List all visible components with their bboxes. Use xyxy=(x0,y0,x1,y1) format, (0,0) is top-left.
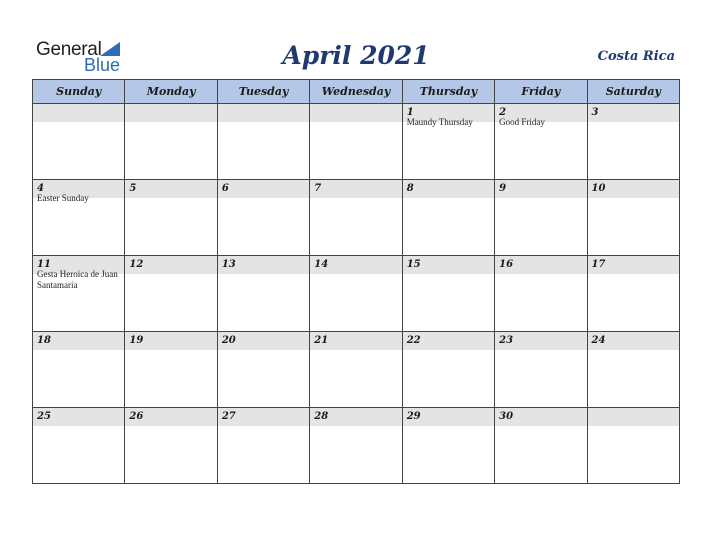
day-number: 2 xyxy=(499,107,507,118)
day-cell xyxy=(310,408,402,484)
weekday-saturday: Saturday xyxy=(587,80,679,104)
day-number-bar xyxy=(218,256,309,274)
day-number: 28 xyxy=(314,411,329,422)
day-cell xyxy=(310,180,402,256)
country-label: Costa Rica xyxy=(597,49,675,64)
day-number-bar xyxy=(495,256,586,274)
day-number-bar xyxy=(218,332,309,350)
day-number: 19 xyxy=(129,335,144,346)
weekday-tuesday: Tuesday xyxy=(217,80,309,104)
day-cell xyxy=(402,104,494,180)
day-number: 8 xyxy=(406,183,414,194)
holiday-label: Maundy Thursday xyxy=(406,117,473,127)
day-number-bar xyxy=(33,408,124,426)
day-cell xyxy=(125,180,217,256)
day-cell xyxy=(310,104,402,180)
weekday-wednesday: Wednesday xyxy=(310,80,402,104)
day-number-bar xyxy=(403,332,494,350)
day-cell xyxy=(217,332,309,408)
day-number-bar xyxy=(588,256,679,274)
day-number-bar xyxy=(33,332,124,350)
weekday-header-row xyxy=(33,80,680,104)
day-cell xyxy=(125,332,217,408)
day-cell xyxy=(495,180,587,256)
day-cell xyxy=(217,256,309,332)
day-cell xyxy=(495,332,587,408)
day-cell xyxy=(587,408,679,484)
day-number: 14 xyxy=(314,259,329,270)
day-number: 26 xyxy=(129,411,144,422)
day-number: 6 xyxy=(221,183,229,194)
day-cell xyxy=(310,332,402,408)
calendar-body xyxy=(33,104,680,484)
weekday-monday: Monday xyxy=(125,80,217,104)
day-cell xyxy=(402,256,494,332)
day-number-bar xyxy=(588,408,679,426)
day-number: 12 xyxy=(129,259,144,270)
holiday-label: Easter Sunday xyxy=(37,193,89,203)
day-number-bar xyxy=(310,256,401,274)
day-number-bar xyxy=(403,180,494,198)
day-number: 13 xyxy=(221,259,236,270)
weekday-thursday: Thursday xyxy=(402,80,494,104)
day-cell xyxy=(495,104,587,180)
day-number-bar xyxy=(588,332,679,350)
logo-text-blue: Blue xyxy=(84,55,121,75)
day-number-bar xyxy=(310,180,401,198)
week-row xyxy=(33,104,680,180)
holiday-label: Gesta Heroica de Juan Santamaría xyxy=(37,269,118,290)
day-number-bar xyxy=(125,408,216,426)
day-cell xyxy=(587,256,679,332)
day-number-bar xyxy=(125,104,216,122)
day-cell xyxy=(217,180,309,256)
day-number: 21 xyxy=(314,335,329,346)
day-number-bar xyxy=(588,104,679,122)
day-number-bar xyxy=(218,408,309,426)
day-cell xyxy=(402,332,494,408)
day-number: 11 xyxy=(37,259,51,270)
day-cell xyxy=(495,256,587,332)
day-number-bar xyxy=(125,332,216,350)
day-number: 22 xyxy=(406,335,421,346)
day-number-bar xyxy=(125,256,216,274)
day-number-bar xyxy=(495,408,586,426)
day-cell xyxy=(587,104,679,180)
day-cell xyxy=(587,180,679,256)
day-number-bar xyxy=(310,104,401,122)
day-cell xyxy=(587,332,679,408)
holiday-label: Good Friday xyxy=(499,117,545,127)
day-cell xyxy=(402,408,494,484)
calendar-grid xyxy=(32,79,680,484)
day-number-bar xyxy=(218,180,309,198)
day-cell xyxy=(33,180,125,256)
day-cell xyxy=(125,256,217,332)
day-number-bar xyxy=(310,332,401,350)
day-number: 20 xyxy=(221,335,236,346)
day-number-bar xyxy=(125,180,216,198)
day-number: 9 xyxy=(499,183,507,194)
day-cell xyxy=(217,408,309,484)
day-number-bar xyxy=(310,408,401,426)
day-number: 7 xyxy=(314,183,322,194)
day-number: 16 xyxy=(499,259,514,270)
week-row xyxy=(33,332,680,408)
day-number: 5 xyxy=(129,183,137,194)
day-number-bar xyxy=(403,256,494,274)
week-row xyxy=(33,408,680,484)
day-number: 25 xyxy=(37,411,51,422)
day-number: 27 xyxy=(221,411,236,422)
day-cell xyxy=(125,104,217,180)
weekday-friday: Friday xyxy=(495,80,587,104)
day-cell xyxy=(310,256,402,332)
day-number: 18 xyxy=(37,335,51,346)
day-number-bar xyxy=(33,104,124,122)
calendar-title: April 2021 xyxy=(282,41,430,70)
day-number: 29 xyxy=(406,411,421,422)
day-number: 30 xyxy=(499,411,514,422)
day-number: 17 xyxy=(591,259,606,270)
day-cell xyxy=(33,408,125,484)
day-number-bar xyxy=(588,180,679,198)
weekday-sunday: Sunday xyxy=(33,80,125,104)
day-cell xyxy=(495,408,587,484)
day-number-bar xyxy=(495,332,586,350)
day-number: 4 xyxy=(37,183,44,194)
week-row xyxy=(33,256,680,332)
day-number-bar xyxy=(495,180,586,198)
day-number-bar xyxy=(218,104,309,122)
day-number: 3 xyxy=(591,107,599,118)
day-cell xyxy=(33,332,125,408)
day-number: 15 xyxy=(406,259,421,270)
day-number: 24 xyxy=(591,335,606,346)
day-cell xyxy=(217,104,309,180)
day-number: 23 xyxy=(499,335,514,346)
logo-text-general: General xyxy=(36,39,102,60)
day-number-bar xyxy=(403,408,494,426)
day-cell xyxy=(33,104,125,180)
day-cell xyxy=(33,256,125,332)
day-cell xyxy=(402,180,494,256)
day-cell xyxy=(125,408,217,484)
week-row xyxy=(33,180,680,256)
day-number: 1 xyxy=(406,107,414,118)
day-number: 10 xyxy=(591,183,606,194)
